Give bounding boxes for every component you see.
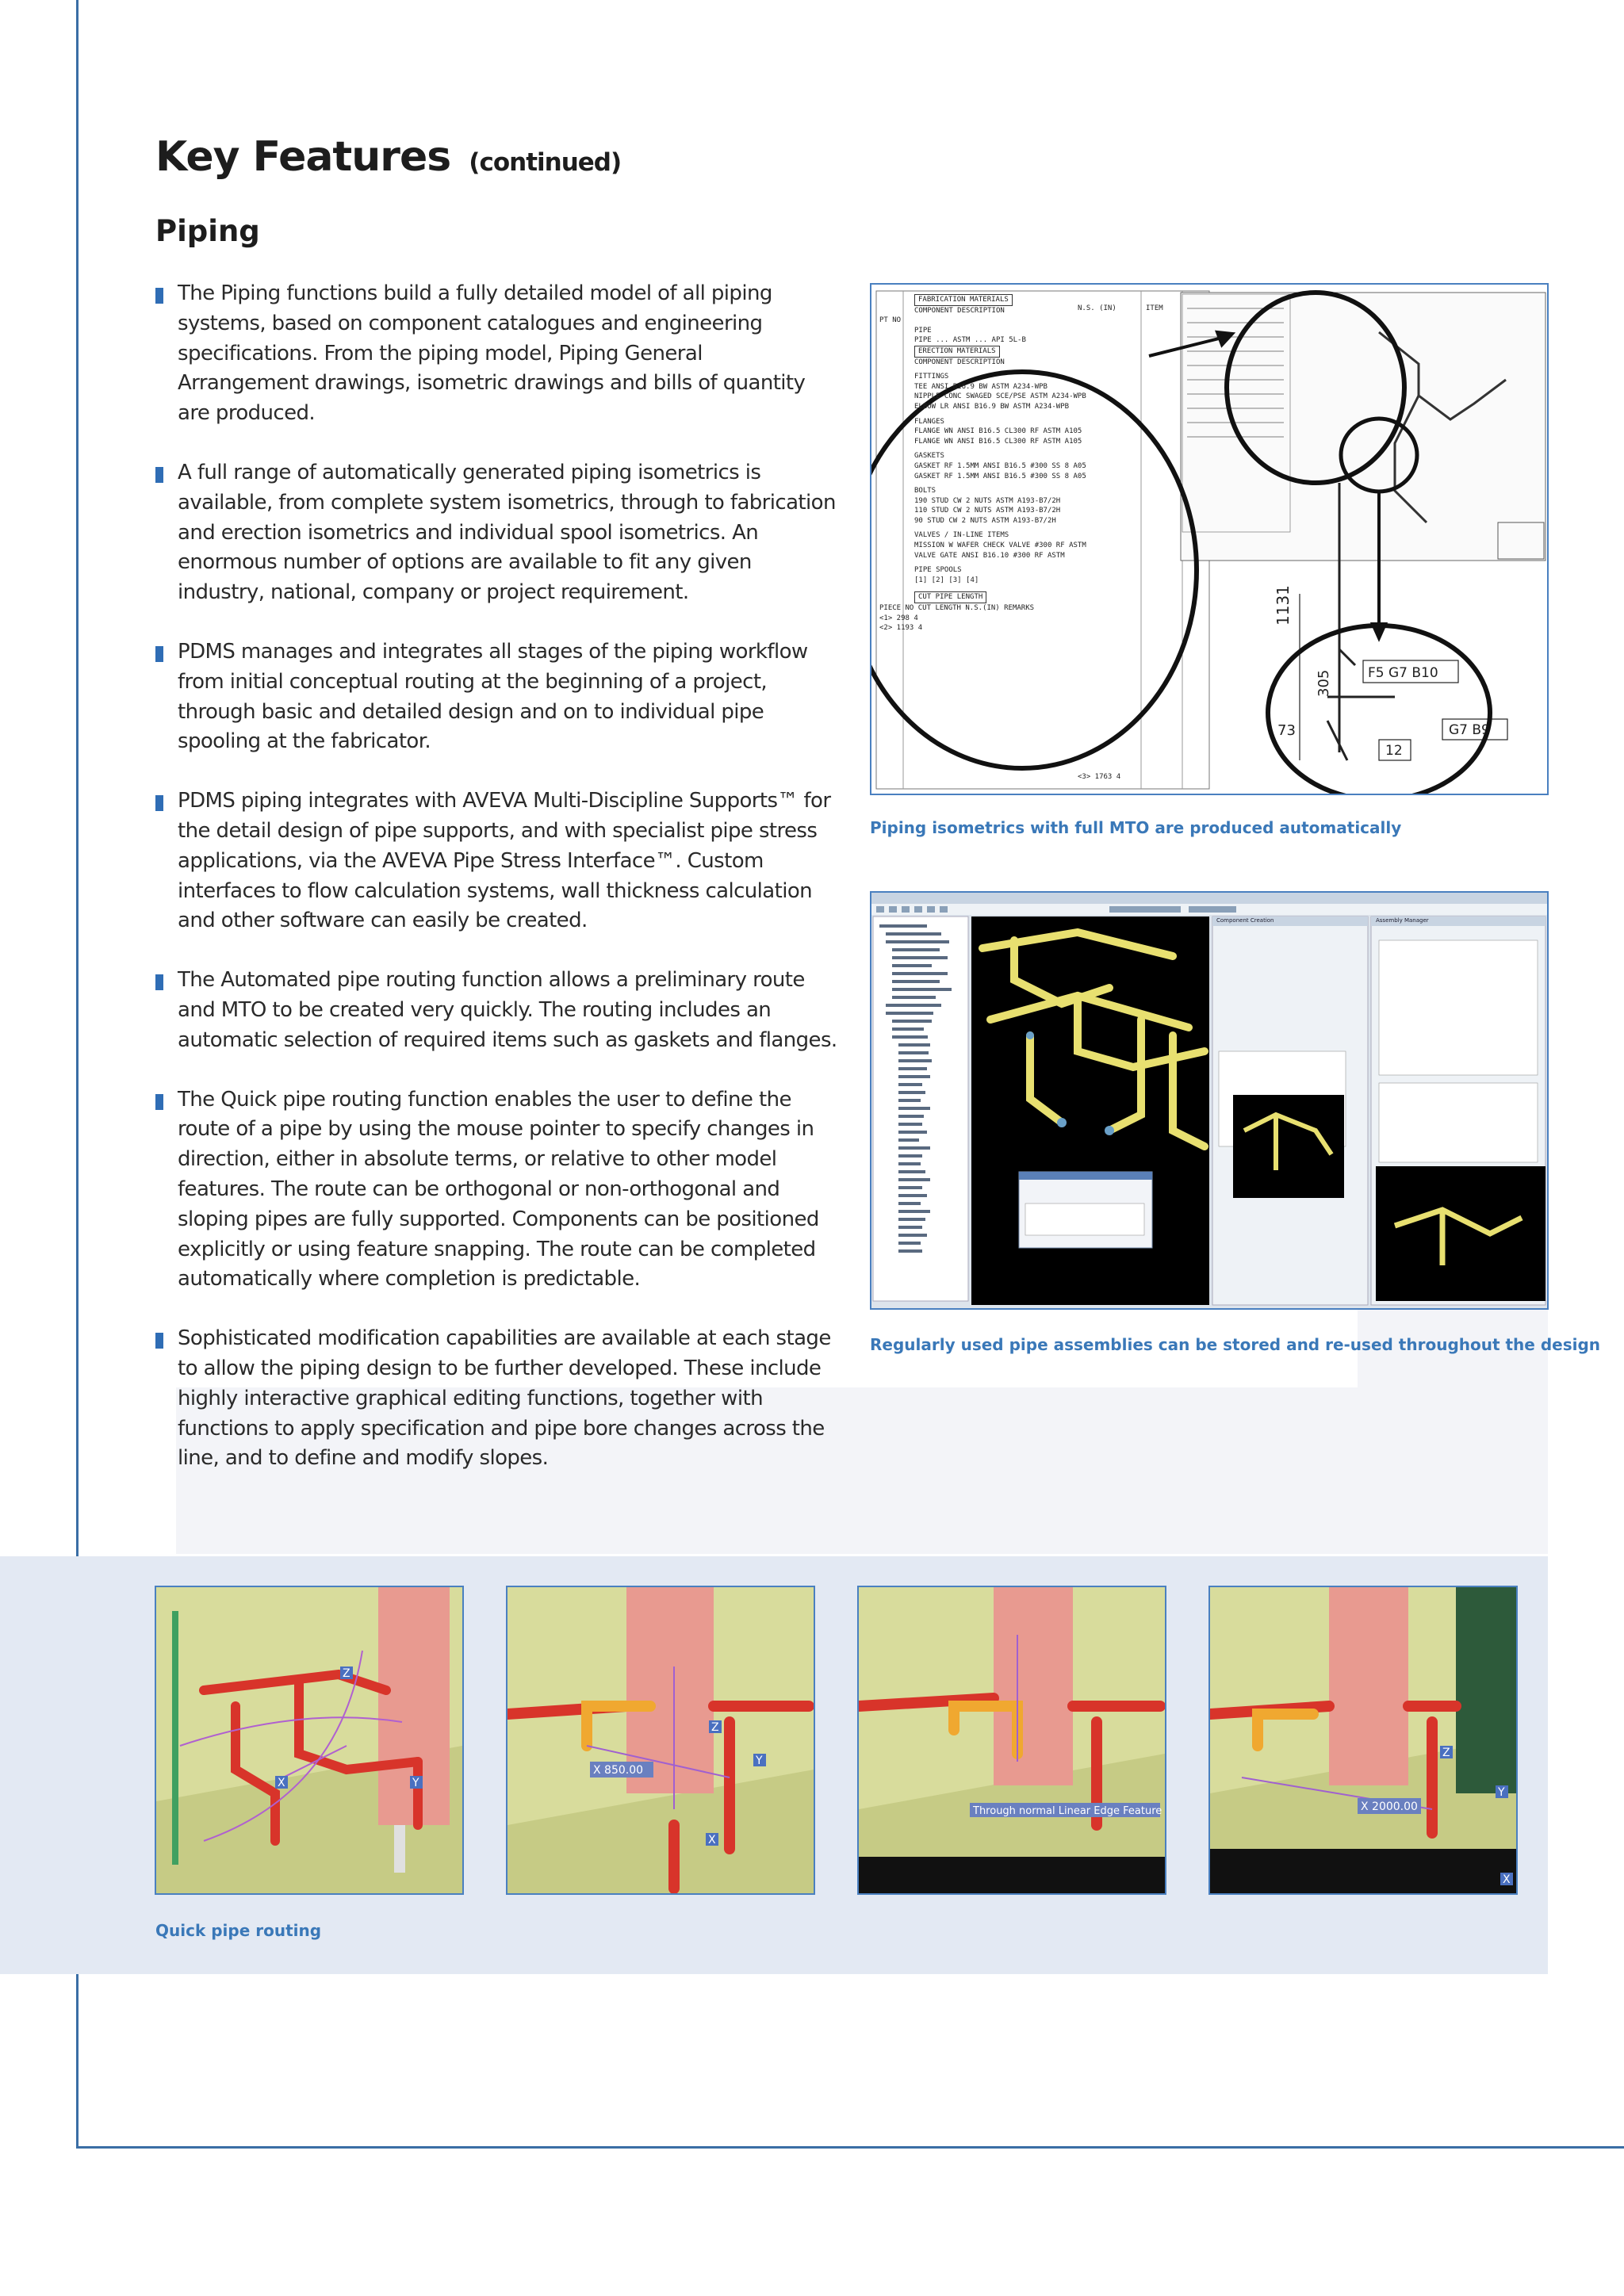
axis-label-z: Z <box>343 1667 350 1680</box>
mto-section: BOLTS <box>914 487 936 496</box>
application-window <box>871 893 1547 1308</box>
title-suffix: (continued) <box>469 148 622 177</box>
dimension-label: 305 <box>1316 669 1332 697</box>
bullet-list <box>155 279 837 1503</box>
mto-row: NIPPLE CONC SWAGED SCE/PSE ASTM A234-WPB <box>914 392 1086 401</box>
figure-caption: Quick pipe routing <box>155 1921 322 1940</box>
mto-row: VALVE GATE ANSI B16.10 #300 RF ASTM <box>914 551 1065 560</box>
mto-section: VALVES / IN-LINE ITEMS <box>914 531 1009 540</box>
mto-row: <3> 1763 4 <box>1078 773 1121 781</box>
mto-row: TEE ANSI B16.9 BW ASTM A234-WPB <box>914 382 1048 391</box>
bullet-marker-icon <box>155 646 163 662</box>
bullet-text: A full range of automatically generated piping isometrics is available, from complete system isometrics, through to fabrication and erection isometrics and individual spool isometrics. An enormous number of options are available to fit any given industry, national, company or project requirement. <box>178 460 836 605</box>
mto-row: 90 STUD CW 2 NUTS ASTM A193-B7/2H <box>914 516 1056 525</box>
section-heading: Piping <box>155 214 260 248</box>
quick-routing-step-1 <box>155 1586 464 1895</box>
figure-caption: Regularly used pipe assemblies can be stored and re-used throughout the design <box>870 1335 1601 1354</box>
routing-scene <box>156 1587 462 1893</box>
quick-routing-step-2 <box>506 1586 815 1895</box>
axis-label-y: Y <box>756 1755 763 1767</box>
routing-scene <box>1210 1587 1516 1893</box>
mto-row: GASKET RF 1.5MM ANSI B16.5 #300 SS 8 A05 <box>914 461 1086 470</box>
panel-title: Assembly Manager <box>1376 917 1429 924</box>
mto-row: <2> 1193 4 <box>879 624 923 633</box>
dimension-label: 73 <box>1277 722 1296 739</box>
mto-heading: FABRICATION MATERIALS <box>914 294 1013 306</box>
routing-scene <box>859 1587 1165 1893</box>
title-text: Key Features <box>155 133 451 181</box>
mto-row: 190 STUD CW 2 NUTS ASTM A193-B7/2H <box>914 496 1061 505</box>
axis-label-z: Z <box>1442 1747 1450 1759</box>
quick-routing-step-3 <box>857 1586 1166 1895</box>
bullet-item <box>155 786 837 936</box>
bullet-item <box>155 279 837 429</box>
mto-row: ELBOW LR ANSI B16.9 BW ASTM A234-WPB <box>914 402 1070 411</box>
page-title <box>155 133 621 181</box>
bullet-text: The Quick pipe routing function enables the user to define the route of a pipe by using the mouse pointer to specify changes in direction, either in absolute terms, or relative to other model features. The route can be orthogonal or non-orthogonal and sloping pipes are fully supported. Components can be positioned explicitly or using feature snapping. The route can be completed automatically where completion is predictable. <box>178 1087 819 1292</box>
mto-row: PIPE ... ASTM ... API 5L-B <box>914 336 1026 345</box>
mto-row: FLANGE WN ANSI B16.5 CL300 RF ASTM A105 <box>914 427 1082 436</box>
figure-caption: Piping isometrics with full MTO are produced automatically <box>870 818 1402 837</box>
mto-column-header: COMPONENT DESCRIPTION <box>914 358 1005 366</box>
bullet-text: PDMS manages and integrates all stages of the piping workflow from initial conceptual routing at the beginning of a project, through basic and detailed design and on to individual pipe spooling at the fabricator. <box>178 639 808 754</box>
weld-tag-label: F5 G7 B10 <box>1368 665 1438 681</box>
mto-section: PIPE SPOOLS <box>914 566 962 575</box>
bullet-marker-icon <box>155 467 163 483</box>
bullet-text: PDMS piping integrates with AVEVA Multi-Discipline Supports™ for the detail design of pipe supports, and with specialist pipe stress applications, via the AVEVA Pipe Stress Interface™. Custom interfaces to flow calculation systems, wall thickness calculation and other software can easily be created. <box>178 789 831 933</box>
bullet-marker-icon <box>155 288 163 304</box>
mto-column-header: ITEM <box>1146 304 1163 312</box>
bullet-text: The Automated pipe routing function allows a preliminary route and MTO to be created very quickly. The routing includes an automatic selection of required items such as gaskets and flanges. <box>178 968 837 1052</box>
mto-section: FLANGES <box>914 417 944 426</box>
weld-tag-label: 12 <box>1385 743 1403 759</box>
bullet-item <box>155 637 837 757</box>
axis-label-y: Y <box>412 1777 419 1789</box>
mto-section: GASKETS <box>914 452 944 461</box>
bullet-marker-icon <box>155 1333 163 1349</box>
dimension-label: 1131 <box>1274 585 1293 626</box>
mto-row: 110 STUD CW 2 NUTS ASTM A193-B7/2H <box>914 507 1061 515</box>
mto-heading: CUT PIPE LENGTH <box>914 591 986 603</box>
bullet-text: Sophisticated modification capabilities are available at each stage to allow the piping design to be further developed. These include highly interactive graphical editing functions, together with functions to apply specification and pipe bore changes across the line, and to define and modify slopes. <box>178 1326 831 1471</box>
axis-label-z: Z <box>711 1721 719 1734</box>
mto-section: PIPE <box>914 326 932 335</box>
application-screenshot <box>870 891 1549 1310</box>
mto-table <box>879 294 1181 781</box>
mto-column-header: COMPONENT DESCRIPTION <box>914 306 1005 315</box>
page-frame-bottom <box>76 2146 1624 2149</box>
quick-routing-step-4 <box>1208 1586 1518 1895</box>
distance-readout: X 850.00 <box>593 1764 644 1777</box>
bullet-item <box>155 966 837 1055</box>
mto-row: FLANGE WN ANSI B16.5 CL300 RF ASTM A105 <box>914 437 1082 446</box>
bullet-marker-icon <box>155 974 163 990</box>
axis-label-y: Y <box>1498 1786 1505 1799</box>
mto-column-header: PIECE NO CUT LENGTH N.S.(IN) REMARKS <box>879 604 1035 613</box>
mto-heading: ERECTION MATERIALS <box>914 346 1000 358</box>
mto-column-header: PT NO <box>879 316 902 325</box>
bullet-item <box>155 1085 837 1295</box>
mto-row: MISSION W WAFER CHECK VALVE #300 RF ASTM <box>914 541 1086 550</box>
axis-label-x: X <box>708 1834 716 1846</box>
bullet-marker-icon <box>155 795 163 811</box>
axis-label-x: X <box>1503 1873 1511 1886</box>
bullet-item <box>155 1324 837 1474</box>
mto-row: [1] [2] [3] [4] <box>914 576 979 584</box>
weld-tag-label: G7 B9 <box>1449 722 1490 738</box>
bullet-text: The Piping functions build a fully detailed model of all piping systems, based on component catalogues and engineering specifications. From the piping model, Piping General Arrangement drawings, isometric drawings and bills of quantity are produced. <box>178 281 806 426</box>
bullet-marker-icon <box>155 1094 163 1110</box>
panel-title: Component Creation <box>1216 917 1274 924</box>
isometric-figure <box>870 283 1549 795</box>
mto-section: FITTINGS <box>914 373 949 381</box>
bullet-item <box>155 458 837 608</box>
routing-scene <box>508 1587 814 1893</box>
axis-label-x: X <box>278 1777 285 1789</box>
snap-feature-readout: Through normal Linear Edge Feature <box>973 1805 1162 1817</box>
mto-column-header: N.S. (IN) <box>1078 304 1116 312</box>
distance-readout: X 2000.00 <box>1361 1800 1418 1813</box>
mto-row: <1> 298 4 <box>879 614 918 622</box>
mto-row: GASKET RF 1.5MM ANSI B16.5 #300 SS 8 A05 <box>914 472 1086 480</box>
